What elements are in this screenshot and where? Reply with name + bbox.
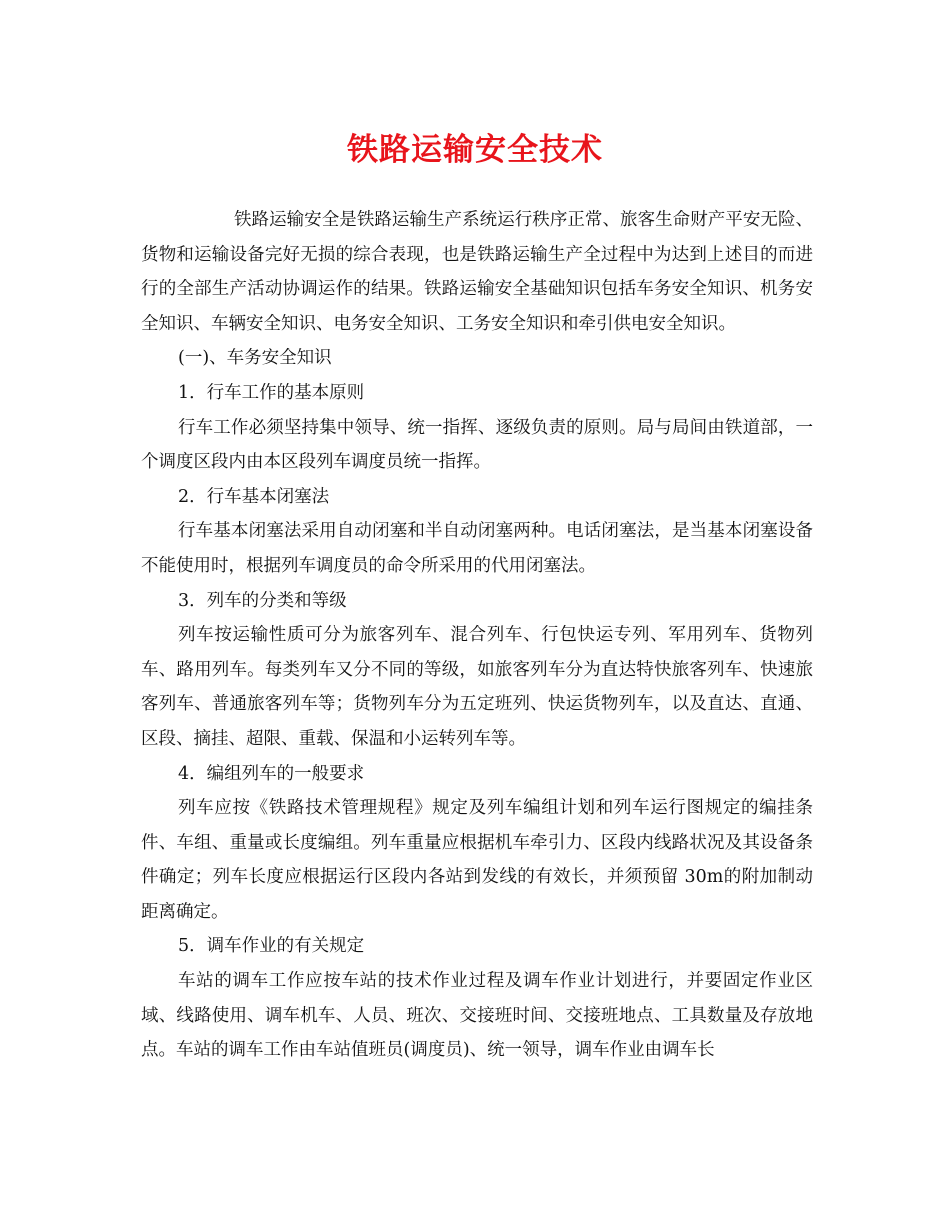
section-heading: (一)、车务安全知识: [178, 348, 332, 369]
intro-paragraph: 铁路运输安全是铁路运输生产系统运行秩序正常、旅客生命财产平安无险、货物和运输设备完好无损的综合表现，也是铁路运输生产全过程中为达到上述目的而进行的全部生产活动协调运作的结果。铁路运输安全基础知识包括车务安全知识、机务安全知识、车辆安全知识、电务安全知识、工务安全知识和牵引供电安全知识。: [141, 210, 813, 334]
document-body: [141, 203, 813, 1068]
body-paragraph-5: 车站的调车工作应按车站的技术作业过程及调车作业计划进行，并要固定作业区域、线路使用、调车机车、人员、班次、交接班时间、交接班地点、工具数量及存放地点。车站的调车工作由车站值班员(调度员)、统一领导，调车作业由调车长: [141, 971, 813, 1061]
body-paragraph-4: 列车应按《铁路技术管理规程》规定及列车编组计划和列车运行图规定的编挂条件、车组、重量或长度编组。列车重量应根据机车牵引力、区段内线路状况及其设备条件确定；列车长度应根据运行区段内各站到发线的有效长，并须预留 30m的附加制动距离确定。: [141, 798, 813, 922]
subheading-5: 5．调车作业的有关规定: [178, 936, 365, 957]
body-paragraph-3: 列车按运输性质可分为旅客列车、混合列车、行包快运专列、军用列车、货物列车、路用列车。每类列车又分不同的等级，如旅客列车分为直达特快旅客列车、快速旅客列车、普通旅客列车等；货物列车分为五定班列、快运货物列车，以及直达、直通、区段、摘挂、超限、重载、保温和小运转列车等。: [141, 625, 813, 749]
subheading-1: 1．行车工作的基本原则: [178, 382, 365, 403]
subheading-4: 4．编组列车的一般要求: [178, 763, 365, 784]
body-paragraph-2: 行车基本闭塞法采用自动闭塞和半自动闭塞两种。电话闭塞法，是当基本闭塞设备不能使用时，根据列车调度员的命令所采用的代用闭塞法。: [141, 521, 813, 576]
document-title: 铁路运输安全技术: [347, 132, 603, 168]
subheading-3: 3．列车的分类和等级: [178, 590, 347, 611]
subheading-2: 2．行车基本闭塞法: [178, 486, 330, 507]
body-paragraph-1: 行车工作必须坚持集中领导、统一指挥、逐级负责的原则。局与局间由铁道部，一个调度区段内由本区段列车调度员统一指挥。: [141, 417, 813, 473]
